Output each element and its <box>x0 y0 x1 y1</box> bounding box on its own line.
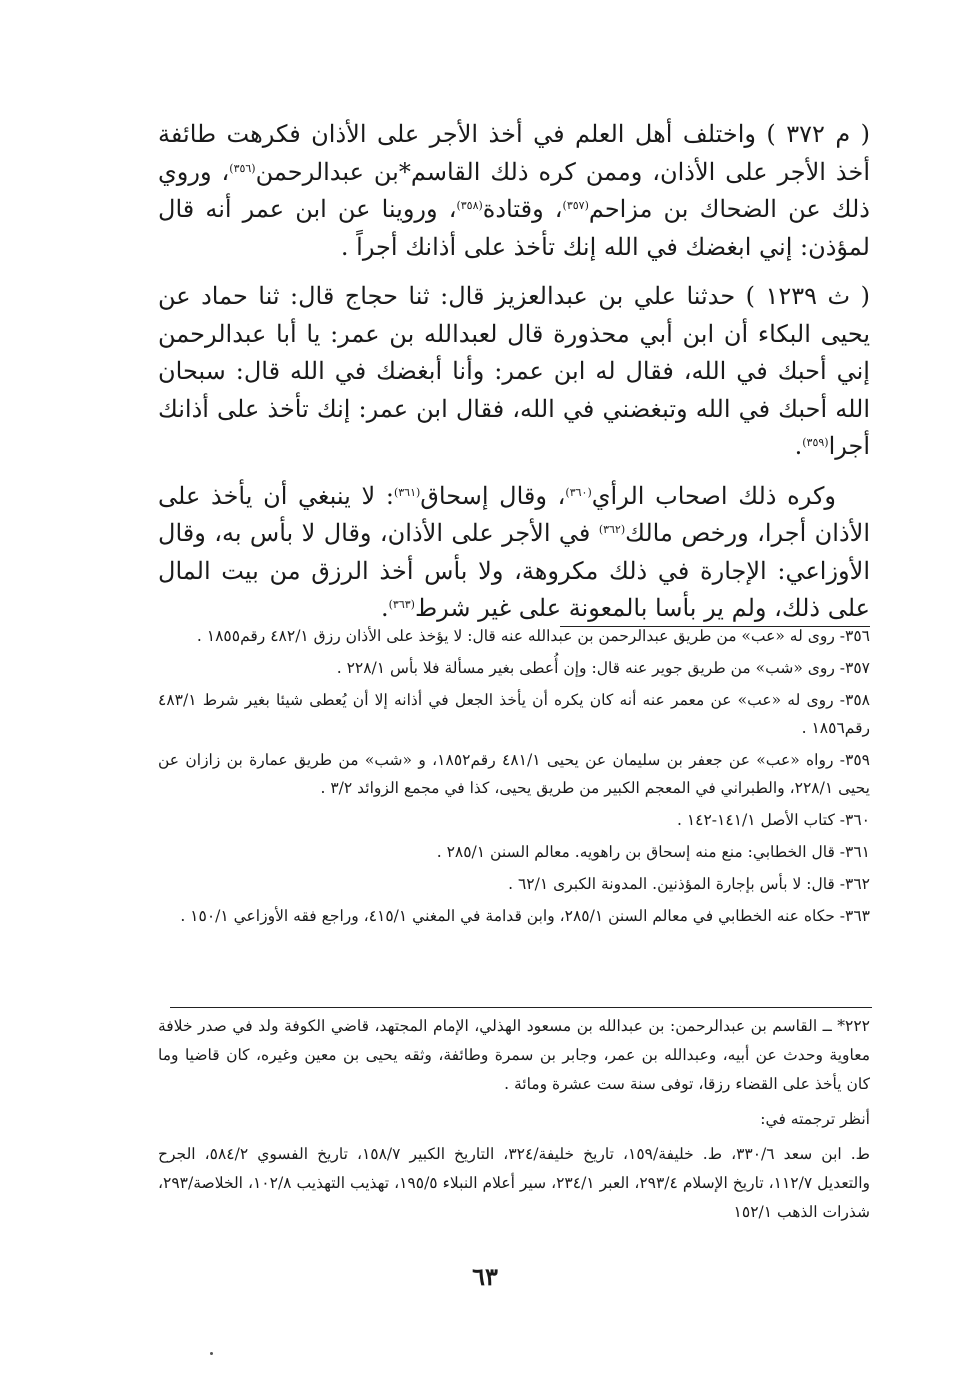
p1-line-3-mid: ، وقتادة <box>482 195 563 223</box>
biography-see-label: أنظر ترجمته في: <box>760 1110 870 1128</box>
footnote-ref-362[interactable]: (٣٦٢) <box>598 523 626 536</box>
biography-entry: ٢٢٢* ــ القاسم بن عبدالرحمن: بن عبدالله بن مسعود الهذلي، الإمام المجتهد، قاضي الكوفة ولد في صدر خلافة معاوية وحدث عن أبيه، وعبدالله بن عمر، وجابر بن سمرة وطائفة، وثقه يحيى بن معين وغيره، كان قاضيا وما كان يأخذ على القضاء رزقا، توفى سنة ست عشرة ومائة . <box>158 1017 870 1093</box>
footnote-360: ٣٦٠- كتاب الأصل ١٤١/١-١٤٢ . <box>676 811 870 829</box>
paragraph-2: ( ث ١٢٣٩ ) حدثنا علي بن عبدالعزيز قال: ثنا حجاج قال: ثنا حماد عن يحيى البكاء أن ابن أبي محذورة قال لعبدالله بن عمر: يا أبا عبدالرحمن إني أحبك في الله، فقال له ابن عمر: وأنا أبغضك في الله قال: سبحان الله أحبك في الله وتبغضني في الله، فقال ابن عمر: إنك تأخذ على أذانك أجرا$^{(٣٥٩)}$. <box>158 282 871 460</box>
footnote-ref-357[interactable]: (٣٥٧) <box>562 199 589 212</box>
p1-line-1: ( م ٣٧٢ ) واختلف أهل العلم في أخذ الأجر على الأذان فكرهت طائفة <box>158 120 870 148</box>
footnote-356: ٣٥٦- روى له «عب» من طريق عبدالرحمن بن عبدالله عنه قال: لا يؤخذ على الأذان رزق ٤٨٢/١ رقم١٨٥٥ . <box>196 627 870 645</box>
p3-line-2: على الأذان أجرا، ورخص مالك <box>158 481 870 547</box>
footnote-363: ٣٦٣- حكاه عنه الخطابي في معالم السنن ٢٨٥/١، وابن قدامة في المغني ٤١٥/١، وراجع فقه الأوزاعي ١٥٠/١ . <box>180 907 870 925</box>
footnote-359: ٣٥٩- رواه «عب» عن جعفر بن سليمان عن يحيى ٤٨١/١ رقم١٨٥٢، و «شب» من طريق عمارة بن زازان عن يحيى ٢٢٨/١، والطبراني في المعجم الكبير من طريق يحيى، كذا في مجمع الزوائد ٣/٢ . <box>158 751 870 797</box>
p1-line-2: أخذ الأجر على الأذان، وممن كره ذلك القاسم*بن عبدالرحمن <box>255 157 870 186</box>
footnote-ref-359[interactable]: (٣٥٩) <box>802 436 829 449</box>
p3-line-2-end: في الأجر على الأذان، وقال لا بأس به، <box>214 519 599 547</box>
p3-line-1: وكره ذلك اصحاب الرأي <box>591 481 836 510</box>
page-number: ٦٣ <box>472 1262 498 1291</box>
p3-line-3: وقال الأوزاعي: الإجارة في ذلك مكروهة، ولا بأس أخذ الرزق من بيت <box>158 519 870 585</box>
paragraph-gap <box>158 266 870 278</box>
paragraph-3: وكره ذلك اصحاب الرأي$^{(٣٦٠)}$، وقال إسحاق$^{(٣٦١)}$: لا ينبغي أن يأخذ على الأذان أجرا، ورخص مالك$^{(٣٦٢)}$ في الأجر على الأذان، وقال لا بأس به، وقال الأوزاعي: الإجارة في ذلك مكروهة، ولا بأس أخذ الرزق من بيت المال على ذلك، ولم ير بأسا بالمعونة على غير شرط$^{(٣٦٣)}$. <box>158 481 870 622</box>
p2-line-4: الله وتبغضني في الله، فقال ابن عمر: إنك تأخذ على أذانك أجرا <box>158 394 870 460</box>
p3-line-4: المال على ذلك، ولم ير بأسا بالمعونة على غير شرط <box>158 556 870 622</box>
p1-line-3: ذلك عن الضحاك بن مزاحم <box>588 195 870 223</box>
p2-line-3: في الله، فقال له ابن عمر: وأنا أبغضك في الله قال: سبحان الله أحبك في <box>158 357 871 423</box>
footnote-361: ٣٦١- قال الخطابي: منع منه إسحاق بن راهويه. معالم السنن ٢٨٥/١ . <box>436 843 870 861</box>
p2-line-2: يحيى البكاء أن ابن أبي محذورة قال لعبدالله بن عمر: يا أبا عبدالرحمن إني أحبك <box>158 319 870 385</box>
footnote-ref-360[interactable]: (٣٦٠) <box>565 485 592 499</box>
biography-separator <box>170 1007 872 1008</box>
main-text <box>158 116 870 628</box>
p3-line-1-end: : لا ينبغي أن يأخذ <box>210 481 394 510</box>
paragraph-gap <box>158 466 870 478</box>
footnote-ref-358[interactable]: (٣٥٨) <box>456 199 483 212</box>
footnote-ref-361[interactable]: (٣٦١) <box>393 485 421 499</box>
biography-note <box>158 1012 870 1233</box>
scan-speck <box>210 1352 213 1355</box>
footnote-357: ٣٥٧- روى «شب» من طريق جوير عنه قال: وإن أُعطى بغير مسألة فلا بأس ٢٢٨/١ . <box>336 659 870 677</box>
biography-sources: ط. ابن سعد ٣٣٠/٦، ط. خليفة/١٥٩، تاريخ خليفة/٣٢٤، التاريخ الكبير ١٥٨/٧، تاريخ الفسوي ٥٨٤/٢، الجرح والتعديل ١١٢/٧، تاريخ الإسلام ٢٩٣/٤، العبر ٢٣٤/١، سير أعلام النبلاء ١٩٥/٥، تهذيب التهذيب ١٠٢/٨، الخلاصة/٢٩٣، شذرات الذهب ١٥٢/١ <box>158 1145 870 1221</box>
paragraph-1 <box>158 116 870 266</box>
p1-line-4: لمؤذن: إني ابغضك في الله إنك تأخذ على أذانك أجراً . <box>340 232 870 261</box>
footnote-362: ٣٦٢- قال: لا بأس بإجارة المؤذنين. المدونة الكبرى ٦٢/١ . <box>508 875 870 893</box>
footnote-ref-356[interactable]: (٣٥٦) <box>229 161 256 175</box>
p2-line-1: ( ث ١٢٣٩ ) حدثنا علي بن عبدالعزيز قال: ثنا حجاج قال: ثنا حماد عن <box>158 282 870 310</box>
p3-line-1-mid: ، وقال إسحاق <box>420 481 566 510</box>
footnotes <box>158 622 870 934</box>
footnote-358: ٣٥٨- روى له «عب» عن معمر عنه أنه كان يكره أن يأخذ الجعل في أذانه إلا أن يُعطى شيئا بغير شرط ٤٨٣/١ رقم١٨٥٦ . <box>158 691 870 737</box>
p1-line-3-end: ، وروينا عن ابن عمر أنه قال <box>158 195 457 223</box>
footnote-ref-363[interactable]: (٣٦٣) <box>388 598 415 611</box>
p1-line-2-end: ، وروي <box>158 157 230 186</box>
